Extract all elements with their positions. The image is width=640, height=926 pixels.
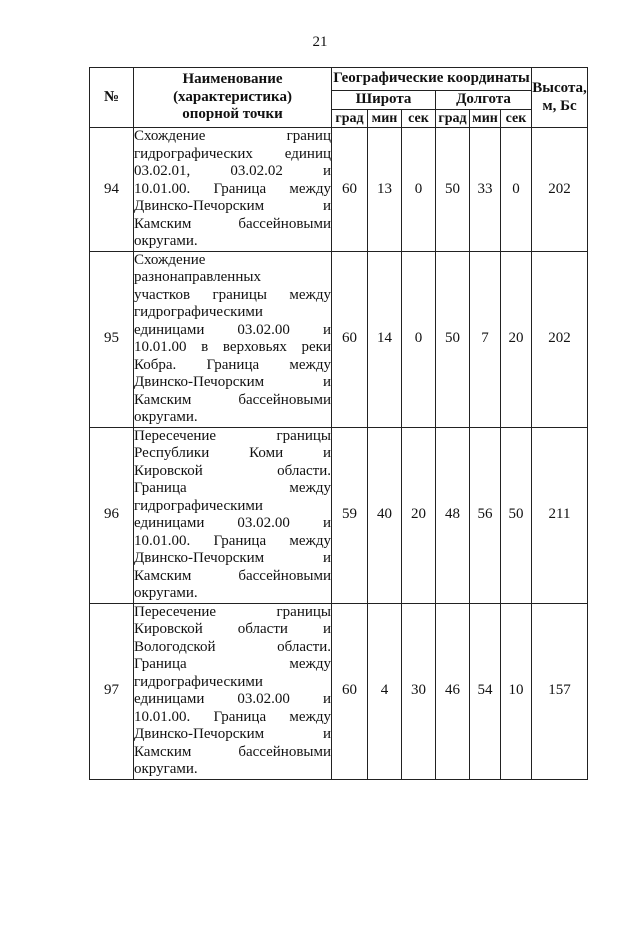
- row-name-line: Кировской области.: [134, 462, 331, 479]
- page-number: 21: [312, 34, 328, 50]
- lon-min: 54: [470, 603, 501, 779]
- row-number: 95: [90, 251, 134, 427]
- row-number: 94: [90, 128, 134, 252]
- row-name-line: 10.01.00 в верховьях реки: [134, 339, 331, 355]
- row-name-line: Двинско-Печорским и: [134, 550, 331, 566]
- lat-deg: 60: [332, 128, 368, 252]
- row-name-line: гидрографических единиц: [134, 145, 331, 162]
- row-name: [134, 251, 332, 427]
- header-name: [134, 68, 332, 128]
- row-number: 96: [90, 427, 134, 603]
- lon-sec: 10: [501, 603, 532, 779]
- row-name-line: разнонаправленных: [134, 269, 261, 285]
- row-name-line: округами.: [134, 761, 198, 777]
- header-longitude: Долгота: [436, 91, 532, 110]
- table-row: [90, 128, 588, 252]
- row-name-line: 10.01.00. Граница между: [134, 708, 331, 725]
- row-name-line: Схождение границ: [134, 128, 331, 144]
- lon-deg: 48: [436, 427, 470, 603]
- lon-sec: 0: [501, 128, 532, 252]
- row-name-line: Камским бассейновыми: [134, 567, 331, 584]
- lat-sec: 20: [402, 427, 436, 603]
- header-height-line: Высота,: [532, 80, 587, 96]
- lat-min: 14: [368, 251, 402, 427]
- row-name-line: округами.: [134, 409, 198, 425]
- lat-deg: 60: [332, 251, 368, 427]
- row-name-line: Пересечение границы: [134, 427, 331, 444]
- row-name: [134, 603, 332, 779]
- lat-deg: 59: [332, 427, 368, 603]
- height-value: 157: [532, 603, 588, 779]
- header-lon-deg: град: [436, 109, 470, 128]
- row-name-line: Пересечение границы: [134, 603, 331, 620]
- row-number: 97: [90, 603, 134, 779]
- lat-deg: 60: [332, 603, 368, 779]
- header-height: [532, 68, 588, 128]
- header-number: №: [90, 68, 134, 128]
- header-height-line: м, Бс: [542, 97, 577, 114]
- row-name-line: Камским бассейновыми: [134, 391, 331, 408]
- row-name-line: Вологодской области.: [134, 638, 331, 655]
- table-row: [90, 603, 588, 779]
- header-name-line: Наименование: [182, 71, 283, 88]
- reference-points-table: [89, 67, 588, 780]
- row-name-line: Схождение: [134, 251, 206, 268]
- table-header: [90, 68, 588, 128]
- row-name-line: Камским бассейновыми: [134, 743, 331, 760]
- row-name-line: округами.: [134, 585, 198, 601]
- row-name-line: единицами 03.02.00 и: [134, 691, 331, 707]
- lon-sec: 20: [501, 251, 532, 427]
- row-name-line: округами.: [134, 233, 198, 249]
- row-name-line: участков границы между: [134, 286, 331, 303]
- lon-min: 56: [470, 427, 501, 603]
- lon-sec: 50: [501, 427, 532, 603]
- lon-deg: 50: [436, 128, 470, 252]
- header-lat-deg: град: [332, 109, 368, 128]
- header-latitude: Широта: [332, 91, 436, 110]
- header-lat-sec: сек: [402, 109, 436, 128]
- height-value: 202: [532, 128, 588, 252]
- row-name-line: Двинско-Печорским и: [134, 198, 331, 214]
- row-name-line: Кировской области и: [134, 621, 331, 637]
- row-name-line: Двинско-Печорским и: [134, 726, 331, 742]
- lat-sec: 0: [402, 128, 436, 252]
- row-name-line: гидрографическими: [134, 673, 263, 690]
- header-lon-min: мин: [470, 109, 501, 128]
- table-row: [90, 251, 588, 427]
- row-name-line: 10.01.00. Граница между: [134, 180, 331, 197]
- row-name-line: Граница между: [134, 656, 331, 672]
- header-lon-sec: сек: [501, 109, 532, 128]
- lon-deg: 50: [436, 251, 470, 427]
- lon-deg: 46: [436, 603, 470, 779]
- lat-min: 13: [368, 128, 402, 252]
- height-value: 202: [532, 251, 588, 427]
- header-geo-coordinates: Географические координаты: [332, 68, 532, 91]
- table-row: [90, 427, 588, 603]
- row-name-line: единицами 03.02.00 и: [134, 515, 331, 531]
- lon-min: 33: [470, 128, 501, 252]
- row-name: [134, 128, 332, 252]
- row-name-line: 10.01.00. Граница между: [134, 532, 331, 549]
- row-name-line: гидрографическими: [134, 497, 263, 514]
- height-value: 211: [532, 427, 588, 603]
- lat-sec: 30: [402, 603, 436, 779]
- row-name-line: единицами 03.02.00 и: [134, 321, 331, 338]
- lat-min: 40: [368, 427, 402, 603]
- row-name-line: гидрографическими: [134, 304, 263, 320]
- row-name-line: Двинско-Печорским и: [134, 374, 331, 390]
- lon-min: 7: [470, 251, 501, 427]
- row-name-line: Кобра. Граница между: [134, 356, 331, 373]
- row-name-line: Республики Коми и: [134, 445, 331, 461]
- row-name-line: 03.02.01, 03.02.02 и: [134, 163, 331, 179]
- row-name-line: Камским бассейновыми: [134, 215, 331, 232]
- row-name: [134, 427, 332, 603]
- lat-sec: 0: [402, 251, 436, 427]
- table-body: [90, 128, 588, 780]
- row-name-line: Граница между: [134, 480, 331, 496]
- header-name-line: опорной точки: [182, 106, 283, 123]
- header-name-line: (характеристика): [173, 88, 292, 105]
- lat-min: 4: [368, 603, 402, 779]
- header-lat-min: мин: [368, 109, 402, 128]
